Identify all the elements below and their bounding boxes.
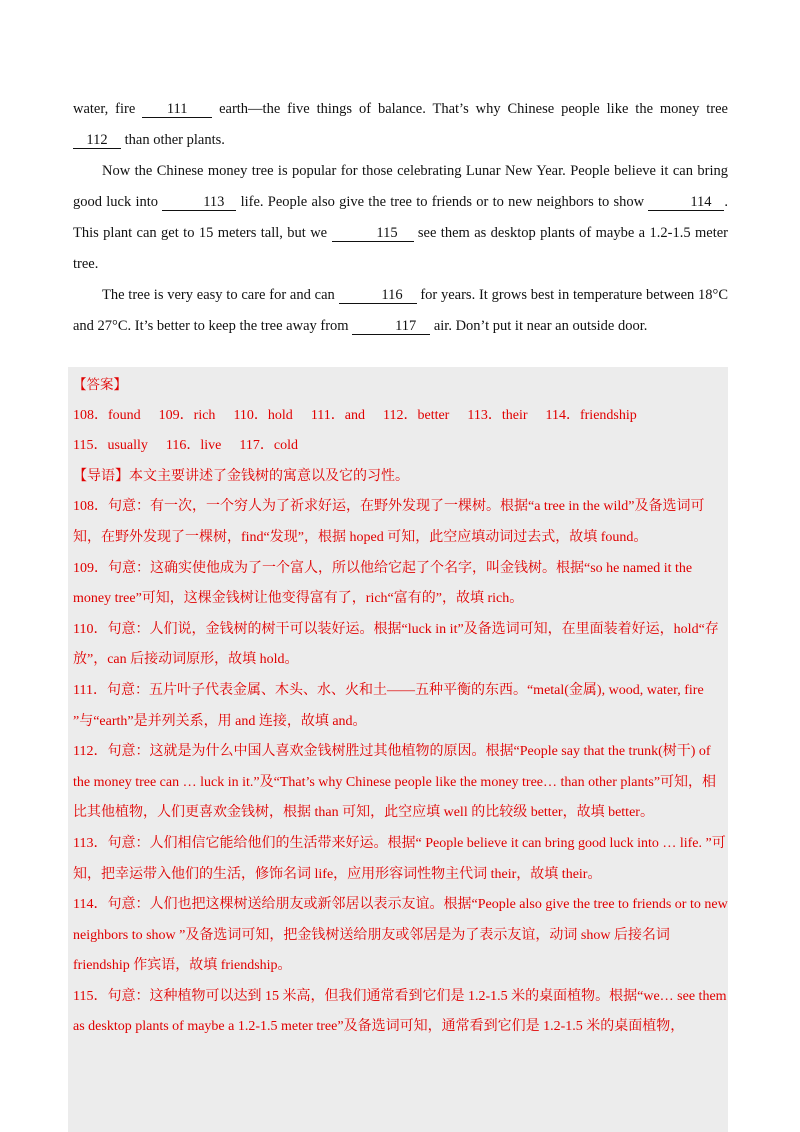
text: The tree is very easy to care for and can <box>102 287 335 303</box>
blank-117: 117 <box>352 318 430 335</box>
blank-115: 115 <box>332 225 414 242</box>
answer-item: 108．found <box>73 407 141 423</box>
answer-row-2 <box>73 431 728 462</box>
explanation-item: 113．句意：人们相信它能给他们的生活带来好运。根据“ People believe it can bring good luck into … life. ”可知，把幸运带入他们的生活，修饰名词 life，应用形容词性物主代词 their，故填 their。 <box>73 835 726 882</box>
answer-item: 110．hold <box>233 407 293 423</box>
guide-text: 【导语】本文主要讲述了金钱树的寓意以及它的习性。 <box>73 468 409 484</box>
answer-item: 114．friendship <box>545 407 637 423</box>
explanation-item: 108．句意：有一次，一个穷人为了祈求好运，在野外发现了一棵树。根据“a tree in the wild”及备选词可知，在野外发现了一棵树，find“发现”，根据 hoped 可知，此空应填动词过去式，故填 found。 <box>73 499 705 545</box>
explanation-list <box>73 492 728 1043</box>
paragraph-2 <box>73 156 728 280</box>
explanation-item: 115．句意：这种植物可以达到 15 米高，但我们通常看到它们是 1.2-1.5 米的桌面植物。根据“we… see them as desktop plants of maybe a 1.2-1.5 meter tree”及备选词可知，通常看到它们是 1.2-1.5 米的桌面植物， <box>73 988 727 1035</box>
text: life. People also give the tree to friends or to new neighbors to show <box>240 194 645 210</box>
explanation-item: 110．句意：人们说，金钱树的树干可以装好运。根据“luck in it”及备选词可知，在里面装着好运，hold“存放”，can 后接动词原形，故填 hold。 <box>73 621 719 668</box>
answer-item: 115．usually <box>73 438 148 454</box>
blank-112: 112 <box>73 132 121 149</box>
answer-item: 111．and <box>310 407 365 423</box>
text: air. Don’t put it near an outside door. <box>433 318 648 334</box>
text: see them as desktop plants of maybe a 1.2-1.5 meter tree. <box>73 225 728 272</box>
answer-item: 117．cold <box>239 438 298 454</box>
text: than other plants. <box>124 132 225 148</box>
answer-item: 113．their <box>467 407 528 423</box>
paragraph-3 <box>73 280 728 342</box>
blank-113: 113 <box>162 194 236 211</box>
text: earth—the five things of balance. That’s why Chinese people like the money tree <box>219 101 728 117</box>
paragraph-1 <box>73 94 728 156</box>
reading-passage <box>73 94 728 342</box>
explanation-item: 114．句意：人们也把这棵树送给朋友或新邻居以表示友谊。根据“People also give the tree to friends or to new neighbors to show ”及备选词可知，把金钱树送给朋友或邻居是为了表示友谊，动词 show 后接名词 friendship 作宾语，故填 friendship。 <box>73 897 728 974</box>
answer-row-1 <box>73 401 728 432</box>
blank-116: 116 <box>339 287 417 304</box>
answer-header: 【答案】 <box>73 377 127 393</box>
blank-111: 111 <box>142 101 212 118</box>
explanation-item: 112．句意：这就是为什么中国人喜欢金钱树胜过其他植物的原因。根据“People say that the trunk(树干) of the money tree can … luck in it.”及“That’s why Chinese people like the money tree… than other plants”可知，相比其他植物，人们更喜欢金钱树，根据 than 可知，此空应填 well 的比较级 better，故填 better。 <box>73 744 717 821</box>
explanation-item: 111．句意：五片叶子代表金属、木头、水、火和土——五种平衡的东西。“metal(金属), wood, water, fire ”与“earth”是并列关系，用 and 连接，故填 and。 <box>73 682 704 729</box>
text: . This plant can get to 15 meters tall, but we <box>73 194 729 241</box>
answer-item: 109．rich <box>158 407 216 423</box>
text: water, fire <box>73 101 136 117</box>
explanation-item: 109．句意：这确实使他成为了一个富人，所以他给它起了个名字，叫金钱树。根据“so he named it the money tree”可知，这棵金钱树让他变得富有了，rich“富有的”，故填 rich。 <box>73 560 693 607</box>
text: Now the Chinese money tree is popular for those celebrating Lunar New Year. People believe it can bring good luck into <box>73 163 728 210</box>
answer-item: 116．live <box>165 438 222 454</box>
answer-item: 112．better <box>383 407 450 423</box>
answer-section <box>73 370 728 1043</box>
blank-114: 114 <box>648 194 724 211</box>
text: for years. It grows best in temperature between 18°C and 27°C. It’s better to keep the tree away from <box>73 287 729 334</box>
